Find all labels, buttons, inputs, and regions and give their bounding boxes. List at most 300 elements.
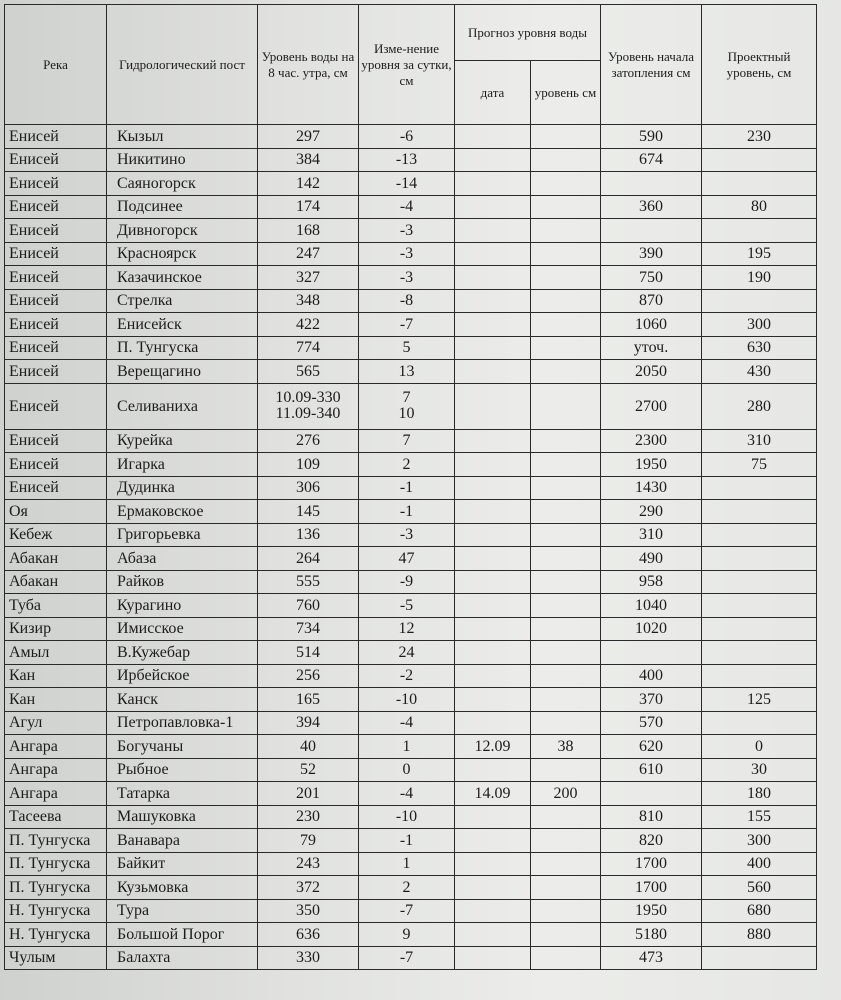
post-cell: Никитино	[107, 148, 258, 172]
forecast-level-cell	[531, 383, 601, 429]
flood-start-cell: 820	[601, 829, 702, 853]
table-row	[5, 946, 817, 970]
header-flood-start: Уровень начала затопления см	[601, 5, 702, 125]
forecast-date-cell	[455, 289, 531, 313]
forecast-level-cell	[531, 923, 601, 947]
forecast-level-cell	[531, 688, 601, 712]
design-level-cell: 230	[702, 125, 817, 149]
design-level-cell	[702, 946, 817, 970]
flood-start-cell: 400	[601, 664, 702, 688]
table-row	[5, 360, 817, 384]
river-cell: Енисей	[5, 125, 107, 149]
change-cell: 9	[359, 923, 455, 947]
level-cell: 264	[258, 547, 359, 571]
river-cell: Амыл	[5, 641, 107, 665]
level-cell: 52	[258, 758, 359, 782]
change-cell-line-1: 7	[402, 389, 411, 406]
design-level-cell: 190	[702, 266, 817, 290]
table-row	[5, 758, 817, 782]
flood-start-cell: 750	[601, 266, 702, 290]
forecast-date-cell	[455, 570, 531, 594]
flood-start-cell: 310	[601, 523, 702, 547]
post-cell: Кызыл	[107, 125, 258, 149]
post-cell: Енисейск	[107, 313, 258, 337]
design-level-cell: 155	[702, 805, 817, 829]
design-level-cell	[702, 641, 817, 665]
post-cell: Балахта	[107, 946, 258, 970]
change-cell: -2	[359, 664, 455, 688]
post-cell: Саяногорск	[107, 172, 258, 196]
forecast-date-cell	[455, 336, 531, 360]
post-cell: Ермаковское	[107, 500, 258, 524]
river-cell: П. Тунгуска	[5, 876, 107, 900]
design-level-cell: 310	[702, 429, 817, 453]
flood-start-cell	[601, 219, 702, 243]
table-row	[5, 313, 817, 337]
table-row	[5, 266, 817, 290]
post-cell: Тура	[107, 899, 258, 923]
forecast-level-cell: 200	[531, 782, 601, 806]
forecast-level-cell	[531, 641, 601, 665]
flood-start-cell: 390	[601, 242, 702, 266]
design-level-cell: 430	[702, 360, 817, 384]
change-cell: -4	[359, 782, 455, 806]
river-cell: Енисей	[5, 148, 107, 172]
flood-start-cell: 1430	[601, 476, 702, 500]
change-cell: -13	[359, 148, 455, 172]
table-row	[5, 782, 817, 806]
flood-start-cell	[601, 782, 702, 806]
post-cell: Казачинское	[107, 266, 258, 290]
flood-start-cell: 610	[601, 758, 702, 782]
forecast-level-cell	[531, 453, 601, 477]
flood-start-cell: 1700	[601, 876, 702, 900]
forecast-date-cell	[455, 617, 531, 641]
post-cell: Дудинка	[107, 476, 258, 500]
post-cell: Ванавара	[107, 829, 258, 853]
forecast-date-cell	[455, 195, 531, 219]
level-cell-line-2: 11.09-340	[275, 405, 341, 422]
post-cell: Курейка	[107, 429, 258, 453]
river-cell: Енисей	[5, 313, 107, 337]
forecast-date-cell	[455, 829, 531, 853]
change-cell: -1	[359, 500, 455, 524]
level-cell: 394	[258, 711, 359, 735]
table-row	[5, 383, 817, 429]
level-cell: 297	[258, 125, 359, 149]
post-cell: Рыбное	[107, 758, 258, 782]
forecast-level-cell	[531, 360, 601, 384]
table-row	[5, 594, 817, 618]
change-cell: 2	[359, 453, 455, 477]
river-cell: Енисей	[5, 219, 107, 243]
table-row	[5, 219, 817, 243]
forecast-date-cell	[455, 852, 531, 876]
river-cell: Енисей	[5, 195, 107, 219]
flood-start-cell: 370	[601, 688, 702, 712]
table-row	[5, 172, 817, 196]
forecast-date-cell	[455, 453, 531, 477]
flood-start-cell: 290	[601, 500, 702, 524]
forecast-date-cell	[455, 429, 531, 453]
river-cell: Абакан	[5, 570, 107, 594]
level-cell: 555	[258, 570, 359, 594]
post-cell: В.Кужебар	[107, 641, 258, 665]
change-cell: 47	[359, 547, 455, 571]
forecast-date-cell	[455, 148, 531, 172]
forecast-date-cell	[455, 805, 531, 829]
level-cell: 256	[258, 664, 359, 688]
level-cell: 734	[258, 617, 359, 641]
flood-start-cell: 2300	[601, 429, 702, 453]
change-cell: -9	[359, 570, 455, 594]
river-cell: Енисей	[5, 289, 107, 313]
post-cell: Курагино	[107, 594, 258, 618]
design-level-cell	[702, 547, 817, 571]
forecast-date-cell	[455, 594, 531, 618]
flood-start-cell: 674	[601, 148, 702, 172]
level-cell: 350	[258, 899, 359, 923]
forecast-level-cell	[531, 523, 601, 547]
design-level-cell: 680	[702, 899, 817, 923]
level-cell: 276	[258, 429, 359, 453]
flood-start-cell: 5180	[601, 923, 702, 947]
river-cell: Енисей	[5, 336, 107, 360]
change-cell: 2	[359, 876, 455, 900]
design-level-cell	[702, 570, 817, 594]
forecast-date-cell	[455, 360, 531, 384]
change-cell: -3	[359, 219, 455, 243]
forecast-level-cell	[531, 313, 601, 337]
change-cell: -3	[359, 242, 455, 266]
header-forecast-level: уровень см	[531, 61, 601, 125]
level-cell: 136	[258, 523, 359, 547]
level-cell: 142	[258, 172, 359, 196]
table-row	[5, 547, 817, 571]
forecast-date-cell	[455, 711, 531, 735]
change-cell: -1	[359, 829, 455, 853]
forecast-level-cell	[531, 664, 601, 688]
table-row	[5, 641, 817, 665]
table-row	[5, 336, 817, 360]
design-level-cell: 180	[702, 782, 817, 806]
post-cell: Ирбейское	[107, 664, 258, 688]
forecast-level-cell	[531, 946, 601, 970]
design-level-cell	[702, 148, 817, 172]
river-cell: Енисей	[5, 383, 107, 429]
table-row	[5, 523, 817, 547]
forecast-date-cell	[455, 758, 531, 782]
design-level-cell: 0	[702, 735, 817, 759]
forecast-level-cell	[531, 829, 601, 853]
level-cell: 201	[258, 782, 359, 806]
design-level-cell: 300	[702, 829, 817, 853]
design-level-cell: 880	[702, 923, 817, 947]
post-cell: Байкит	[107, 852, 258, 876]
river-cell: Енисей	[5, 360, 107, 384]
change-cell: -1	[359, 476, 455, 500]
table-row	[5, 923, 817, 947]
level-cell: 243	[258, 852, 359, 876]
post-cell: Райков	[107, 570, 258, 594]
change-cell: -7	[359, 946, 455, 970]
river-cell: Н. Тунгуска	[5, 923, 107, 947]
forecast-date-cell: 12.09	[455, 735, 531, 759]
forecast-date-cell	[455, 219, 531, 243]
post-cell: Татарка	[107, 782, 258, 806]
design-level-cell: 195	[702, 242, 817, 266]
change-cell: 7	[359, 429, 455, 453]
change-cell: 24	[359, 641, 455, 665]
level-cell: 760	[258, 594, 359, 618]
change-cell: -10	[359, 688, 455, 712]
river-cell: Ангара	[5, 735, 107, 759]
flood-start-cell: 958	[601, 570, 702, 594]
table-row	[5, 617, 817, 641]
forecast-level-cell	[531, 125, 601, 149]
design-level-cell: 630	[702, 336, 817, 360]
river-cell: Кан	[5, 664, 107, 688]
change-cell: -7	[359, 313, 455, 337]
river-cell: Енисей	[5, 242, 107, 266]
post-cell: Петропавловка-1	[107, 711, 258, 735]
level-cell: 636	[258, 923, 359, 947]
header-forecast-date: дата	[455, 61, 531, 125]
flood-start-cell: 490	[601, 547, 702, 571]
post-cell: Красноярск	[107, 242, 258, 266]
change-cell: 13	[359, 360, 455, 384]
forecast-date-cell	[455, 876, 531, 900]
table-row	[5, 735, 817, 759]
change-cell: -14	[359, 172, 455, 196]
table-row	[5, 429, 817, 453]
forecast-date-cell	[455, 899, 531, 923]
river-cell: Агул	[5, 711, 107, 735]
table-row	[5, 664, 817, 688]
flood-start-cell: 360	[601, 195, 702, 219]
level-cell: 230	[258, 805, 359, 829]
river-cell: Абакан	[5, 547, 107, 571]
table-body	[5, 125, 817, 970]
table-row	[5, 829, 817, 853]
level-cell: 384	[258, 148, 359, 172]
table-row	[5, 711, 817, 735]
table-row	[5, 500, 817, 524]
level-cell: 372	[258, 876, 359, 900]
change-cell: 1	[359, 852, 455, 876]
design-level-cell	[702, 664, 817, 688]
river-cell: Ангара	[5, 782, 107, 806]
flood-start-cell	[601, 172, 702, 196]
level-cell: 514	[258, 641, 359, 665]
forecast-level-cell	[531, 148, 601, 172]
forecast-date-cell	[455, 923, 531, 947]
change-cell: -4	[359, 711, 455, 735]
change-cell: 5	[359, 336, 455, 360]
water-level-table	[4, 4, 817, 970]
forecast-date-cell	[455, 266, 531, 290]
header-forecast: Прогноз уровня воды	[455, 5, 601, 61]
forecast-level-cell	[531, 289, 601, 313]
forecast-date-cell	[455, 500, 531, 524]
forecast-level-cell	[531, 852, 601, 876]
change-cell: -7	[359, 899, 455, 923]
design-level-cell: 125	[702, 688, 817, 712]
forecast-level-cell: 38	[531, 735, 601, 759]
forecast-level-cell	[531, 336, 601, 360]
level-cell: 109	[258, 453, 359, 477]
forecast-date-cell	[455, 242, 531, 266]
design-level-cell	[702, 289, 817, 313]
design-level-cell: 80	[702, 195, 817, 219]
change-cell: 1	[359, 735, 455, 759]
flood-start-cell: 1700	[601, 852, 702, 876]
forecast-level-cell	[531, 758, 601, 782]
change-cell: 12	[359, 617, 455, 641]
design-level-cell	[702, 219, 817, 243]
design-level-cell: 30	[702, 758, 817, 782]
level-cell: 168	[258, 219, 359, 243]
post-cell: Григорьевка	[107, 523, 258, 547]
river-cell: Енисей	[5, 172, 107, 196]
forecast-level-cell	[531, 219, 601, 243]
change-cell-line-2: 10	[398, 405, 415, 422]
river-cell: П. Тунгуска	[5, 852, 107, 876]
post-cell: Верещагино	[107, 360, 258, 384]
level-cell	[258, 383, 359, 429]
forecast-date-cell	[455, 383, 531, 429]
forecast-date-cell	[455, 547, 531, 571]
forecast-date-cell: 14.09	[455, 782, 531, 806]
design-level-cell: 75	[702, 453, 817, 477]
forecast-level-cell	[531, 547, 601, 571]
post-cell: Абаза	[107, 547, 258, 571]
forecast-level-cell	[531, 805, 601, 829]
forecast-date-cell	[455, 172, 531, 196]
flood-start-cell: 2700	[601, 383, 702, 429]
forecast-level-cell	[531, 711, 601, 735]
design-level-cell	[702, 500, 817, 524]
flood-start-cell: 590	[601, 125, 702, 149]
forecast-date-cell	[455, 641, 531, 665]
flood-start-cell: 870	[601, 289, 702, 313]
change-cell: -8	[359, 289, 455, 313]
header-design-level: Проектный уровень, см	[702, 5, 817, 125]
forecast-level-cell	[531, 429, 601, 453]
design-level-cell	[702, 523, 817, 547]
forecast-date-cell	[455, 523, 531, 547]
forecast-date-cell	[455, 664, 531, 688]
river-cell: Енисей	[5, 429, 107, 453]
table-row	[5, 289, 817, 313]
forecast-date-cell	[455, 946, 531, 970]
change-cell: -10	[359, 805, 455, 829]
table-row	[5, 242, 817, 266]
river-cell: Тасеева	[5, 805, 107, 829]
level-cell: 306	[258, 476, 359, 500]
post-cell: Имисское	[107, 617, 258, 641]
level-cell: 348	[258, 289, 359, 313]
post-cell: П. Тунгуска	[107, 336, 258, 360]
forecast-date-cell	[455, 688, 531, 712]
table-row	[5, 476, 817, 500]
flood-start-cell: 1950	[601, 453, 702, 477]
post-cell: Дивногорск	[107, 219, 258, 243]
post-cell: Селиваниха	[107, 383, 258, 429]
level-cell: 145	[258, 500, 359, 524]
flood-start-cell: 1040	[601, 594, 702, 618]
river-cell: Кебеж	[5, 523, 107, 547]
design-level-cell: 280	[702, 383, 817, 429]
river-cell: Туба	[5, 594, 107, 618]
river-cell: П. Тунгуска	[5, 829, 107, 853]
change-cell: -4	[359, 195, 455, 219]
level-cell: 247	[258, 242, 359, 266]
level-cell: 174	[258, 195, 359, 219]
river-cell: Чулым	[5, 946, 107, 970]
design-level-cell: 400	[702, 852, 817, 876]
forecast-level-cell	[531, 476, 601, 500]
flood-start-cell: 810	[601, 805, 702, 829]
river-cell: Н. Тунгуска	[5, 899, 107, 923]
flood-start-cell: уточ.	[601, 336, 702, 360]
river-cell: Енисей	[5, 266, 107, 290]
post-cell: Стрелка	[107, 289, 258, 313]
table-row	[5, 899, 817, 923]
change-cell	[359, 383, 455, 429]
river-cell: Кан	[5, 688, 107, 712]
level-cell: 327	[258, 266, 359, 290]
post-cell: Богучаны	[107, 735, 258, 759]
post-cell: Кузьмовка	[107, 876, 258, 900]
table-row	[5, 195, 817, 219]
river-cell: Оя	[5, 500, 107, 524]
flood-start-cell: 2050	[601, 360, 702, 384]
design-level-cell	[702, 711, 817, 735]
forecast-level-cell	[531, 876, 601, 900]
flood-start-cell: 570	[601, 711, 702, 735]
change-cell: -3	[359, 266, 455, 290]
design-level-cell	[702, 594, 817, 618]
level-cell: 165	[258, 688, 359, 712]
header-change: Изме-нение уровня за сутки, см	[359, 5, 455, 125]
post-cell: Большой Порог	[107, 923, 258, 947]
forecast-date-cell	[455, 125, 531, 149]
forecast-level-cell	[531, 570, 601, 594]
forecast-date-cell	[455, 313, 531, 337]
post-cell: Канск	[107, 688, 258, 712]
river-cell: Енисей	[5, 453, 107, 477]
forecast-level-cell	[531, 195, 601, 219]
river-cell: Ангара	[5, 758, 107, 782]
flood-start-cell: 1020	[601, 617, 702, 641]
flood-start-cell: 473	[601, 946, 702, 970]
change-cell: 0	[359, 758, 455, 782]
table-row	[5, 570, 817, 594]
flood-start-cell: 1060	[601, 313, 702, 337]
table-row	[5, 453, 817, 477]
design-level-cell: 560	[702, 876, 817, 900]
table-row	[5, 125, 817, 149]
forecast-level-cell	[531, 266, 601, 290]
river-cell: Кизир	[5, 617, 107, 641]
flood-start-cell: 620	[601, 735, 702, 759]
forecast-level-cell	[531, 594, 601, 618]
design-level-cell	[702, 617, 817, 641]
level-cell: 79	[258, 829, 359, 853]
post-cell: Игарка	[107, 453, 258, 477]
level-cell: 565	[258, 360, 359, 384]
